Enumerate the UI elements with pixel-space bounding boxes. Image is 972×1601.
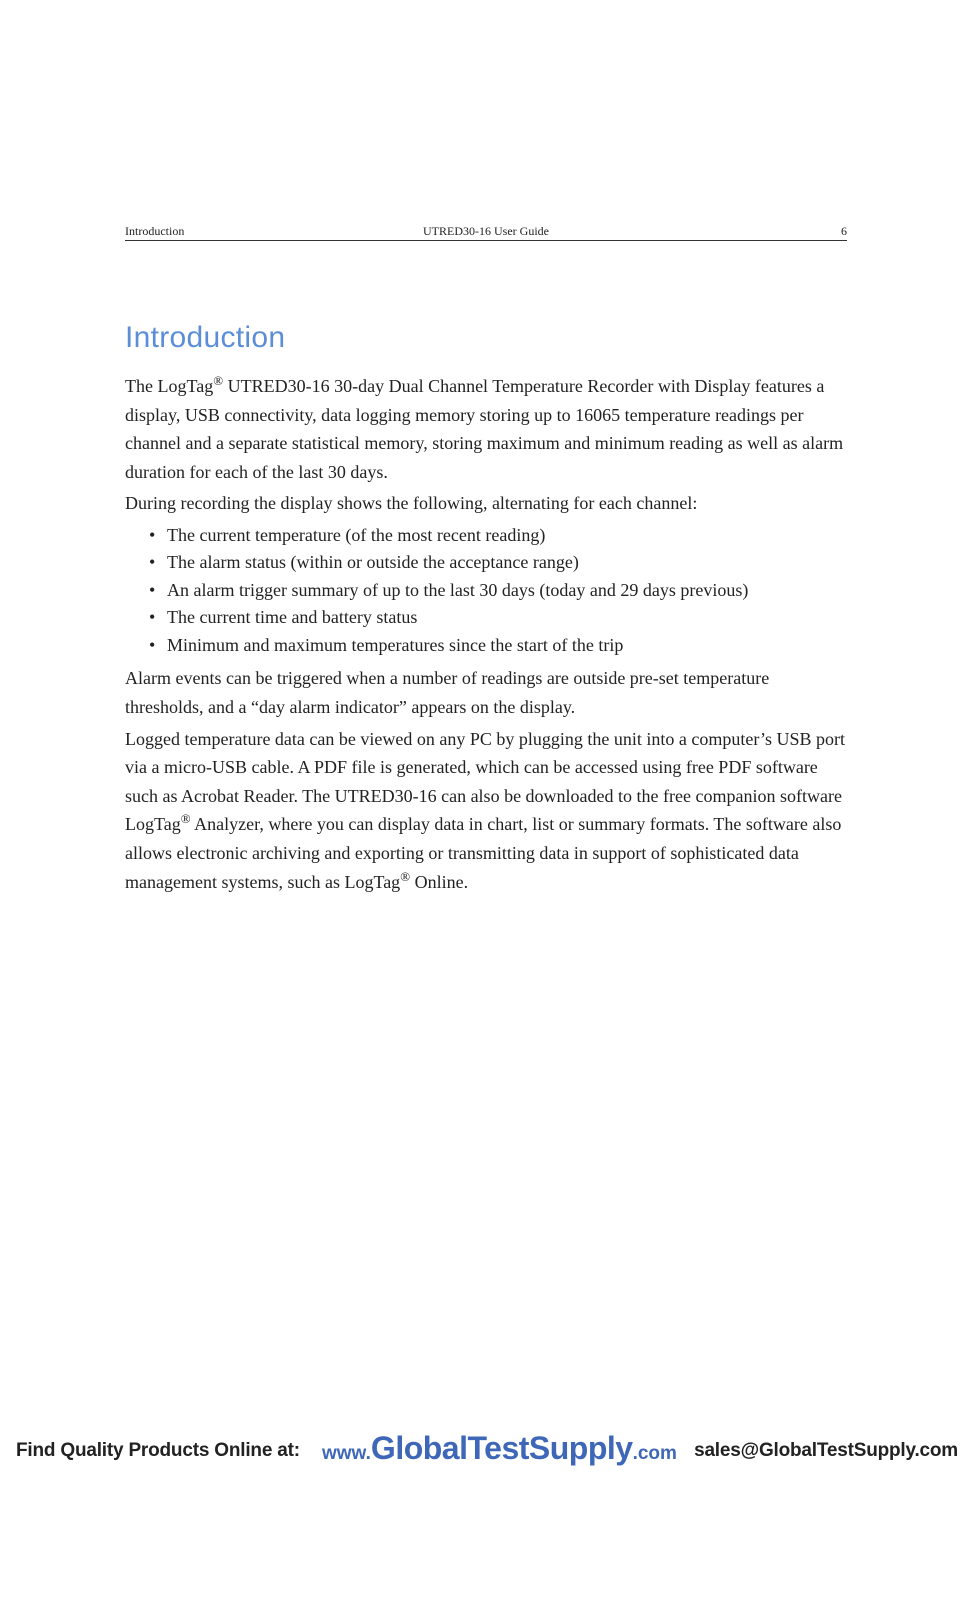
- website-prefix: www.: [322, 1443, 371, 1464]
- intro-paragraph: [125, 372, 849, 486]
- list-item: • An alarm trigger summary of up to the last 30 days (today and 29 days previous): [167, 577, 849, 605]
- registered-mark: ®: [213, 373, 224, 388]
- email-link[interactable]: sales@GlobalTestSupply.com: [694, 1440, 958, 1461]
- data-viewing-paragraph: [125, 725, 849, 897]
- website-link[interactable]: [322, 1430, 677, 1467]
- website-name: GlobalTestSupply: [370, 1430, 633, 1466]
- list-item: • The current temperature (of the most recent reading): [167, 522, 849, 550]
- intro-text-rest: UTRED30-16 30-day Dual Channel Temperature Recorder with Display features a display, USB connectivity, data logging memory storing up to 16065 temperature readings per channel and a separate statistical memory, storing maximum and minimum reading as well as alarm duration for each of the last 30 days.: [125, 376, 844, 482]
- data-viewing-text-middle: Analyzer, where you can display data in chart, list or summary formats. The software also allows electronic archiving and exporting or transmitting data in support of sophisticated data management systems, such as LogTag: [125, 814, 842, 892]
- footer-tagline: Find Quality Products Online at:: [16, 1440, 300, 1461]
- page-footer: [0, 1430, 972, 1474]
- alarm-paragraph: Alarm events can be triggered when a number of readings are outside pre-set temperature thresholds, and a “day alarm indicator” appears on the display.: [125, 668, 770, 718]
- header-document-title: UTRED30-16 User Guide: [423, 224, 549, 238]
- list-item: • The alarm status (within or outside the acceptance range): [167, 549, 849, 577]
- bullet: •: [149, 579, 156, 600]
- header-page-number: 6: [841, 224, 847, 238]
- data-viewing-text-end: Online.: [410, 871, 469, 892]
- registered-mark: ®: [400, 868, 411, 884]
- website-suffix: .com: [632, 1443, 677, 1464]
- bullet: •: [149, 524, 156, 545]
- list-item: • The current time and battery status: [167, 604, 849, 632]
- bullet: •: [149, 552, 156, 573]
- list-item: • Minimum and maximum temperatures since the start of the trip: [167, 632, 849, 660]
- display-intro-paragraph: During recording the display shows the following, alternating for each channel:: [125, 493, 698, 514]
- header-section-title: Introduction: [125, 224, 185, 238]
- main-content: [125, 318, 849, 899]
- page-header: [125, 222, 847, 241]
- page-title: Introduction: [125, 321, 286, 354]
- intro-text-start: The LogTag: [125, 376, 214, 396]
- display-features-list: [125, 522, 849, 660]
- registered-mark: ®: [180, 811, 191, 827]
- bullet: •: [149, 607, 156, 628]
- bullet: •: [149, 634, 156, 655]
- data-viewing-text-start: Logged temperature data can be viewed on any PC by plugging the unit into a computer’s USB port via a micro-USB cable. A PDF file is generated, which can be accessed using free PDF software such as Acrobat Reader. The UTRED30-16 can also be downloaded to the free companion software LogTag: [125, 728, 846, 835]
